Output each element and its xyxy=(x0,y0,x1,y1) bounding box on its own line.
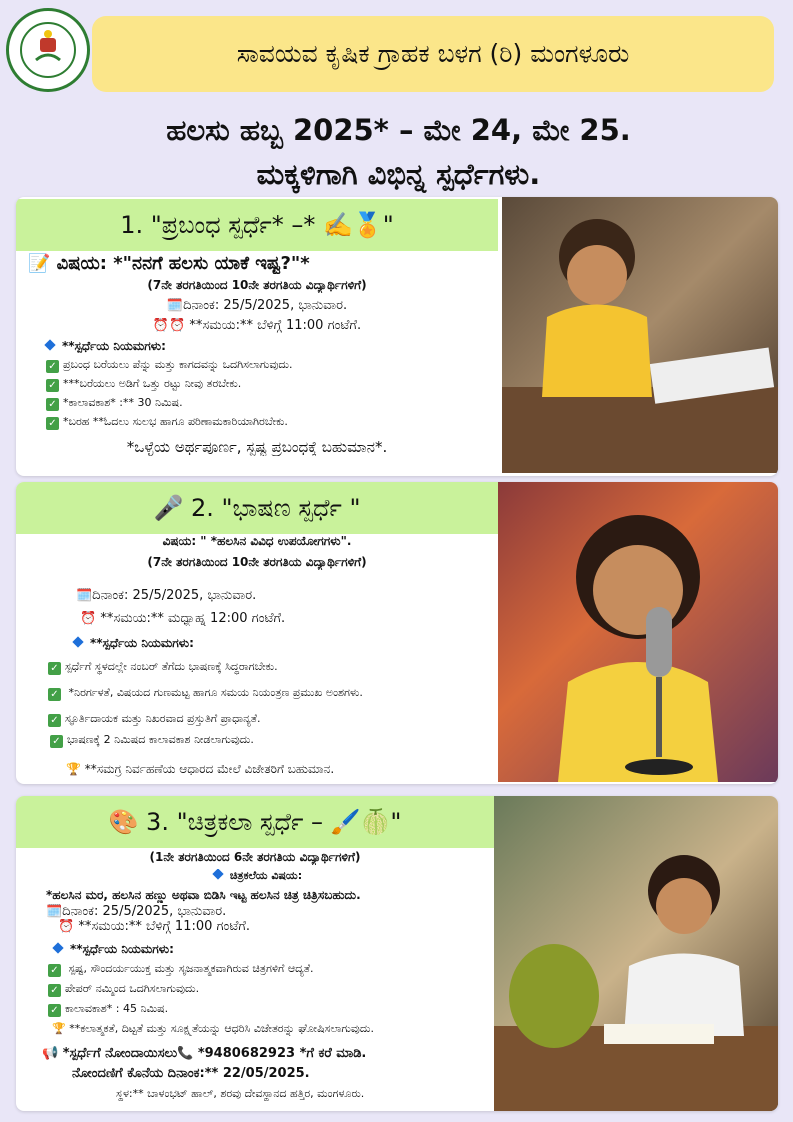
speech-date: 🗓️ದಿನಾಂಕ: 25/5/2025, ಭಾನುವಾರ. xyxy=(76,588,257,603)
org-name: ಸಾವಯವ ಕೃಷಿಕ ಗ್ರಾಹಕ ಬಳಗ (ರಿ) ಮಂಗಳೂರು xyxy=(236,39,630,68)
check-icon: ✓ xyxy=(50,735,63,748)
drawing-judging: 🏆 **ಕಲಾತ್ಮಕತೆ, ದಿಟ್ಟತೆ ಮತ್ತು ಸೂಕ್ಷ್ಮತೆಯನ್ನು ಆಧರಿಸಿ ವಿಜೇತರನ್ನು ಘೋಷಿಸಲಾಗುವುದು. xyxy=(52,1022,374,1035)
speech-details xyxy=(16,534,498,777)
girl-microphone-photo xyxy=(498,482,778,782)
speech-prize: 🏆 **ಸಮಗ್ರ ನಿರ್ವಹಣೆಯ ಆಧಾರದ ಮೇಲೆ ವಿಜೇತರಿಗೆ ಬಹುಮಾನ. xyxy=(66,762,335,776)
registration-phone: 📢 *ಸ್ಪರ್ಧೆಗೆ ನೋಂದಾಯಿಸಲು📞 *9480682923 *ಗೆ ಕರೆ ಮಾಡಿ. xyxy=(42,1046,367,1061)
girl-speaking-illustration xyxy=(498,482,778,782)
diamond-icon xyxy=(52,942,63,953)
drawing-rules-heading: **ಸ್ಪರ್ಧೆಯ ನಿಯಮಗಳು: xyxy=(70,942,174,956)
list-item: ✓ *ಬರಹ **ಓದಲು ಸುಲಭ ಹಾಗೂ ಪರಿಣಾಮಕಾರಿಯಾಗಿರಬೇಕು. xyxy=(16,415,498,430)
list-item: ✓ ಸ್ಪಷ್ಟ, ಸೌಂದರ್ಯಯುಕ್ತ ಮತ್ತು ಸೃಜನಾತ್ಮಕವಾಗಿರುವ ಚಿತ್ರಗಳಿಗೆ ಆದ್ಯತೆ. xyxy=(16,962,494,977)
essay-rules-heading: **ಸ್ಪರ್ಧೆಯ ನಿಯಮಗಳು: xyxy=(62,339,166,353)
speech-time: ⏰ **ಸಮಯ:** ಮಧ್ಯಾಹ್ನ 12:00 ಗಂಟೆಗೆ. xyxy=(80,611,286,626)
farmer-logo-icon xyxy=(18,20,78,80)
speech-eligibility: (7ನೇ ತರಗತಿಯಿಂದ 10ನೇ ತರಗತಿಯ ವಿದ್ಯಾರ್ಥಿಗಳಿಗೆ) xyxy=(147,555,367,569)
speech-topic: ವಿಷಯ: " *ಹಲಸಿನ ವಿವಿಧ ಉಪಯೋಗಗಳು". xyxy=(162,534,352,548)
boy-writing-photo xyxy=(502,197,778,473)
diamond-icon xyxy=(72,636,83,647)
check-icon: ✓ xyxy=(46,360,59,373)
essay-topic: 📝 ವಿಷಯ: *"ನನಗೆ ಹಲಸು ಯಾಕೆ ಇಷ್ಟ?"* xyxy=(28,253,310,274)
essay-heading: 1. "ಪ್ರಬಂಧ ಸ್ಪರ್ಧೆ* –* ✍️🏅" xyxy=(16,199,498,251)
essay-eligibility: (7ನೇ ತರಗತಿಯಿಂದ 10ನೇ ತರಗತಿಯ ವಿದ್ಯಾರ್ಥಿಗಳಿಗೆ) xyxy=(147,278,367,292)
title-line-1: ಹಲಸು ಹಬ್ಬ 2025* – ಮೇ 24, ಮೇ 25. xyxy=(166,113,631,147)
check-icon: ✓ xyxy=(48,714,61,727)
check-icon: ✓ xyxy=(48,662,61,675)
speech-competition-card xyxy=(16,482,778,784)
essay-time: ⏰⏰ **ಸಮಯ:** ಬೆಳಿಗ್ಗೆ 11:00 ಗಂಟೆಗೆ. xyxy=(152,318,362,333)
list-item: ✓ ***ಬರೆಯಲು ಅಡಿಗೆ ಒತ್ತು ರಟ್ಟು ನೀವು ತರಬೇಕು. xyxy=(16,377,498,392)
diamond-icon xyxy=(44,339,55,350)
drawing-heading: 🎨 3. "ಚಿತ್ರಕಲಾ ಸ್ಪರ್ಧೆ – 🖌️🍈" xyxy=(16,796,494,848)
essay-details xyxy=(16,253,498,456)
list-item: ✓ ಪೇಪರ್ ನಮ್ಮಿಂದ ಒದಗಿಸಲಾಗುವುದು. xyxy=(16,982,494,997)
essay-date: 🗓️ದಿನಾಂಕ: 25/5/2025, ಭಾನುವಾರ. xyxy=(166,298,348,313)
list-item: ✓ ಪ್ರಬಂಧ ಬರೆಯಲು ಪೆನ್ನು ಮತ್ತು ಕಾಗದವನ್ನು ಒದಗಿಸಲಾಗುವುದು. xyxy=(16,358,498,373)
speech-heading: 🎤 2. "ಭಾಷಣ ಸ್ಪರ್ಧೆ " xyxy=(16,482,498,534)
list-item: ✓ *ನಿರರ್ಗಳತೆ, ವಿಷಯದ ಗುಣಮಟ್ಟ ಹಾಗೂ ಸಮಯ ನಿಯಂತ್ರಣ ಪ್ರಮುಖ ಅಂಶಗಳು. xyxy=(16,686,498,701)
drawing-topic-heading: ಚಿತ್ರಕಲೆಯ ವಿಷಯ: xyxy=(229,869,303,882)
drawing-time: ⏰ **ಸಮಯ:** ಬೆಳಿಗ್ಗೆ 11:00 ಗಂಟೆಗೆ. xyxy=(58,919,251,934)
speech-rules-heading: **ಸ್ಪರ್ಧೆಯ ನಿಯಮಗಳು: xyxy=(90,636,194,650)
boy-drawing-jackfruit-illustration xyxy=(494,796,778,1111)
check-icon: ✓ xyxy=(48,964,61,977)
drawing-eligibility: (1ನೇ ತರಗತಿಯಿಂದ 6ನೇ ತರಗತಿಯ ವಿದ್ಯಾರ್ಥಿಗಳಿಗೆ) xyxy=(149,850,361,864)
list-item: ✓ ಭಾಷಣಕ್ಕೆ 2 ನಿಮಿಷದ ಕಾಲಾವಕಾಶ ನೀಡಲಾಗುವುದು. xyxy=(16,733,498,748)
venue: ಸ್ಥಳ:** ಬಾಳಂಭಟ್ ಹಾಲ್, ಶರವು ದೇವಸ್ಥಾನದ ಹತ್ತಿರ, ಮಂಗಳೂರು. xyxy=(116,1087,365,1100)
check-icon: ✓ xyxy=(46,398,59,411)
check-icon: ✓ xyxy=(48,1004,61,1017)
check-icon: ✓ xyxy=(46,417,59,430)
drawing-topic: *ಹಲಸಿನ ಮರ, ಹಲಸಿನ ಹಣ್ಣು ಅಥವಾ ಬಿಡಿಸಿ ಇಟ್ಟ ಹಲಸಿನ ಚಿತ್ರ ಚಿತ್ರಿಸಬಹುದು. xyxy=(46,888,361,902)
essay-prize: *ಒಳ್ಳೆಯ ಅರ್ಥಪೂರ್ಣ, ಸ್ಪಷ್ಟ ಪ್ರಬಂಧಕ್ಕೆ ಬಹುಮಾನ*. xyxy=(126,438,388,456)
list-item: ✓ ಕಾಲಾವಕಾಶ* : 45 ನಿಮಿಷ. xyxy=(16,1002,494,1017)
registration-deadline: ನೋಂದಣಿಗೆ ಕೊನೆಯ ದಿನಾಂಕ:** 22/05/2025. xyxy=(72,1066,310,1081)
check-icon: ✓ xyxy=(46,379,59,392)
page-title xyxy=(20,108,777,196)
diamond-icon xyxy=(212,869,223,880)
check-icon: ✓ xyxy=(48,984,61,997)
boy-writing-illustration xyxy=(502,197,778,473)
header-banner xyxy=(92,16,774,92)
essay-competition-card xyxy=(16,197,778,476)
drawing-competition-card xyxy=(16,796,778,1111)
drawing-details xyxy=(16,848,494,1101)
list-item: ✓ ಸ್ಪರ್ಧೆಗೆ ಸ್ಥಳದಲ್ಲೇ ನಂಬರ್ ತೆಗೆದು ಭಾಷಣಕ್ಕೆ ಸಿದ್ಧರಾಗಬೇಕು. xyxy=(16,660,498,675)
list-item: ✓ *ಕಾಲಾವಕಾಶ* :** 30 ನಿಮಿಷ. xyxy=(16,396,498,411)
drawing-date: 🗓️ದಿನಾಂಕ: 25/5/2025, ಭಾನುವಾರ. xyxy=(46,904,227,919)
org-logo xyxy=(6,8,90,92)
check-icon: ✓ xyxy=(48,688,61,701)
list-item: ✓ ಸ್ಫೂರ್ತಿದಾಯಕ ಮತ್ತು ನಿಖರವಾದ ಪ್ರಸ್ತುತಿಗೆ ಪ್ರಾಧಾನ್ಯತೆ. xyxy=(16,712,498,727)
boy-drawing-photo xyxy=(494,796,778,1111)
title-line-2: ಮಕ್ಕಳಿಗಾಗಿ ವಿಭಿನ್ನ ಸ್ಪರ್ಧೆಗಳು. xyxy=(256,157,541,191)
